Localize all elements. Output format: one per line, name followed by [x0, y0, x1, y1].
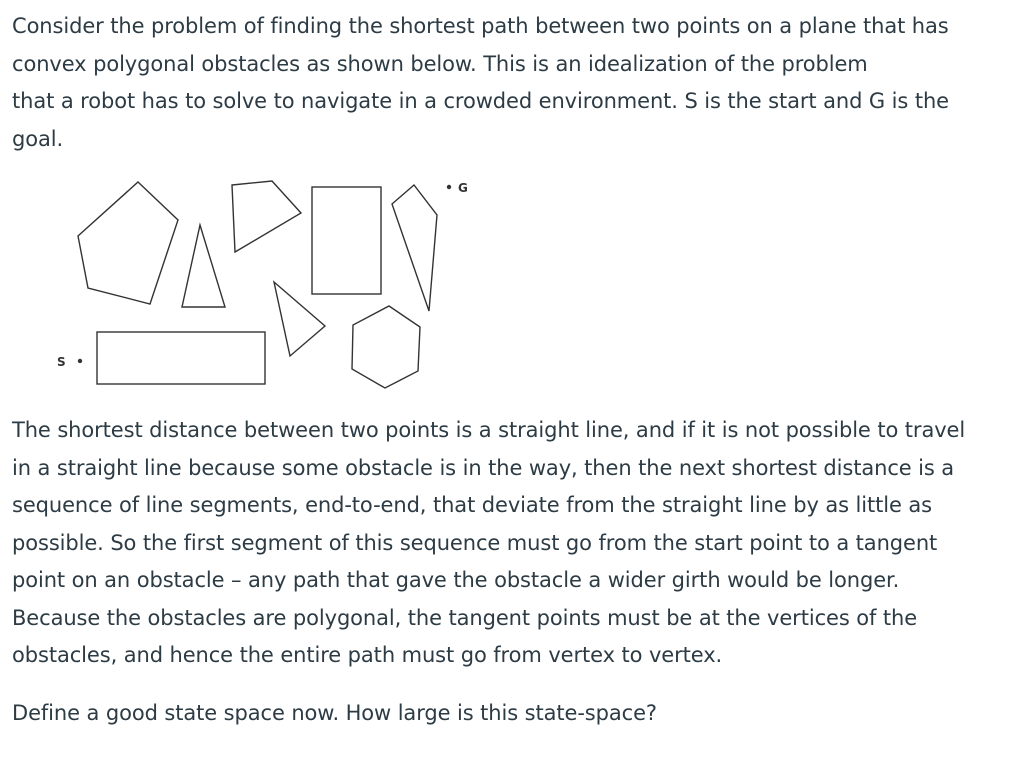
question-paragraph — [12, 695, 1012, 733]
start-point — [78, 359, 82, 363]
explanation-line: Because the obstacles are polygonal, the tangent points must be at the vertices of the — [12, 605, 918, 630]
rectangle-obstacle-tall — [312, 187, 381, 294]
goal-label: G — [458, 181, 468, 195]
pentagon-obstacle — [78, 182, 178, 304]
explanation-paragraph — [12, 412, 1012, 675]
question-text: Define a good state space now. How large is this state-space? — [12, 701, 657, 725]
rectangle-obstacle-wide — [97, 332, 265, 384]
explanation-line: The shortest distance between two points is a straight line, and if it is not possible to travel — [12, 418, 966, 442]
intro-paragraph — [12, 8, 1012, 158]
explanation-line: point on an obstacle – any path that gave the obstacle a wider girth would be longer. — [12, 568, 900, 592]
start-label: S — [57, 355, 66, 369]
goal-point — [447, 185, 451, 189]
quadrilateral-obstacle — [232, 181, 301, 252]
intro-line: that a robot has to solve to navigate in a crowded environment. S is the start and G is the — [12, 89, 949, 113]
intro-line: goal. — [12, 126, 64, 151]
explanation-line: sequence of line segments, end-to-end, that deviate from the straight line by as little as — [12, 493, 933, 517]
intro-line: Consider the problem of finding the shortest path between two points on a plane that has — [12, 14, 949, 38]
explanation-line: obstacles, and hence the entire path must go from vertex to vertex. — [12, 643, 723, 667]
explanation-line: possible. So the first segment of this sequence must go from the start point to a tangent — [12, 530, 938, 555]
triangle-obstacle-small — [274, 282, 325, 356]
obstacle-figure — [40, 170, 520, 400]
triangle-obstacle-tall — [182, 225, 225, 307]
intro-line: convex polygonal obstacles as shown below. This is an idealization of the problem — [12, 51, 868, 76]
hexagon-obstacle — [352, 306, 420, 388]
explanation-line: in a straight line because some obstacle is in the way, then the next shortest distance is a — [12, 455, 955, 480]
obstacle-diagram — [40, 170, 520, 400]
thin-quadrilateral-obstacle — [392, 185, 437, 311]
